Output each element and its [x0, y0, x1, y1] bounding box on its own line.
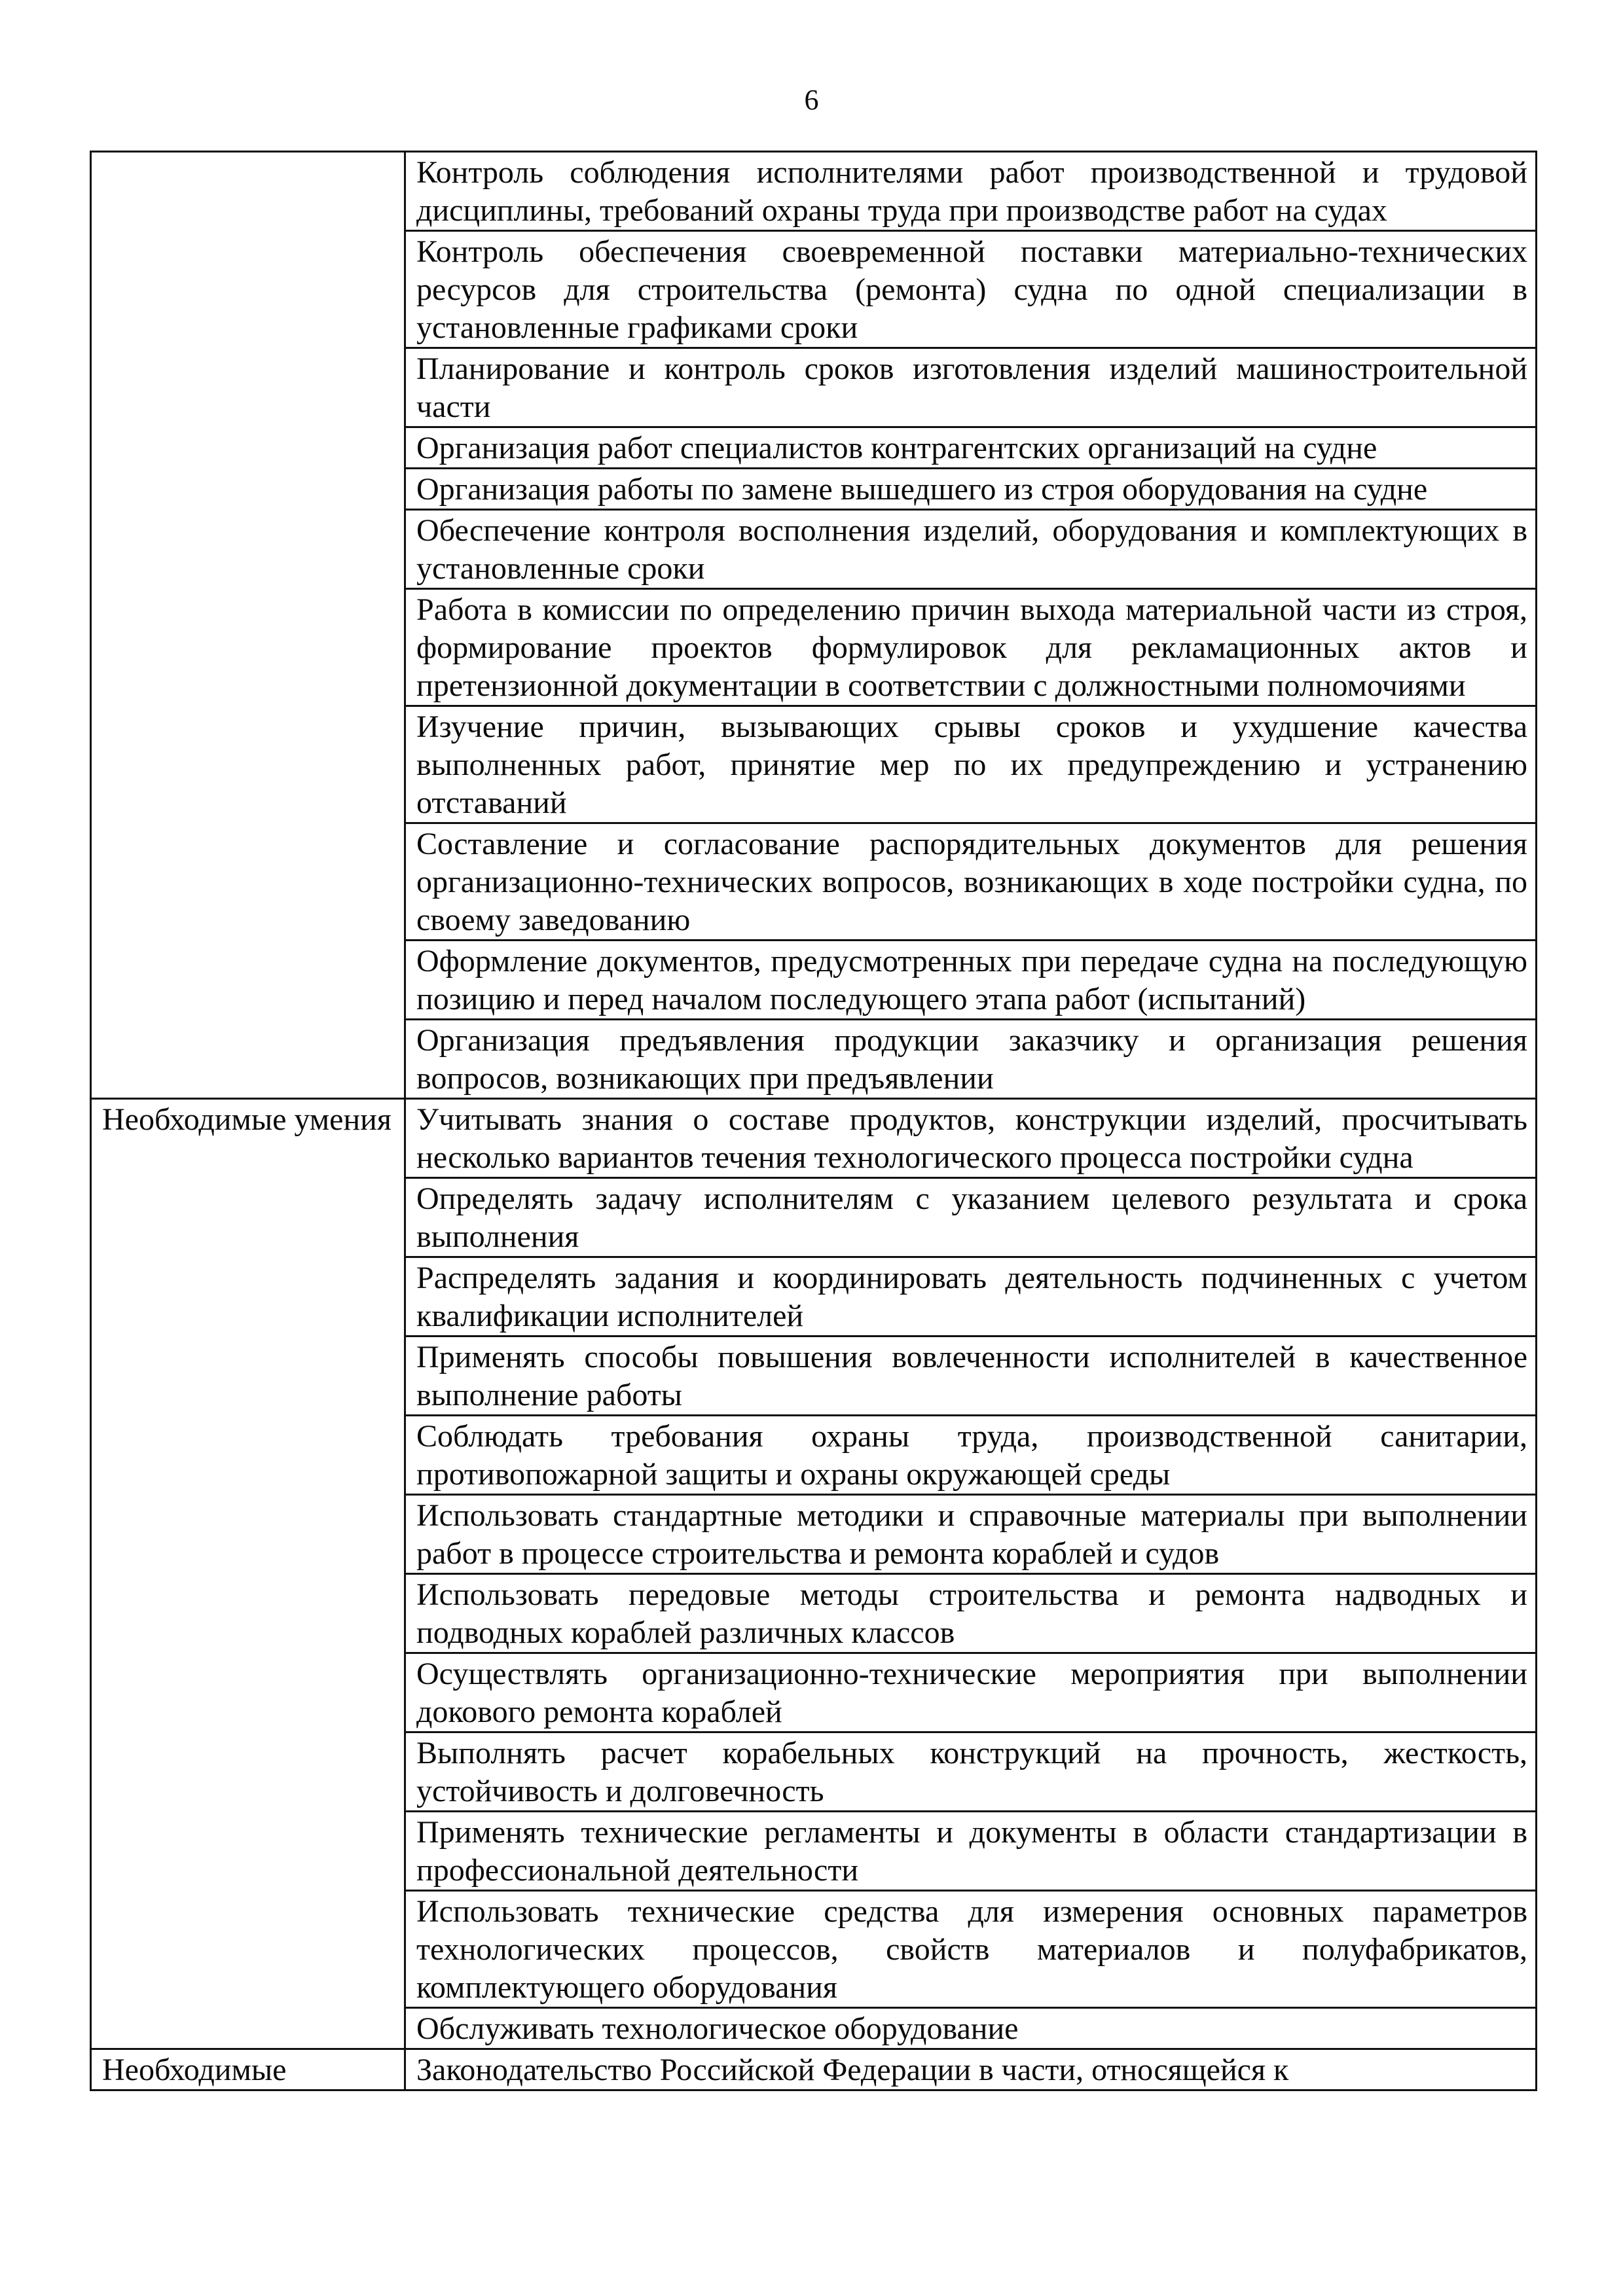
requirement-text: Осуществлять организационно-технические мероприятия при выполнении докового ремонта кораблей	[405, 1653, 1537, 1732]
requirement-text: Составление и согласование распорядительных документов для решения организационно-технических вопросов, возникающих в ходе постройки судна, по своему заведованию	[405, 823, 1537, 941]
requirement-text: Организация предъявления продукции заказчику и организация решения вопросов, возникающих при предъявлении	[405, 1020, 1537, 1099]
requirement-text: Учитывать знания о составе продуктов, конструкции изделий, просчитывать несколько вариантов течения технологического процесса постройки судна	[405, 1099, 1537, 1178]
table-row	[91, 2049, 1537, 2090]
requirement-text: Применять технические регламенты и документы в области стандартизации в профессиональной деятельности	[405, 1812, 1537, 1891]
requirement-text: Применять способы повышения вовлеченности исполнителей в качественное выполнение работы	[405, 1336, 1537, 1416]
requirement-text: Использовать стандартные методики и справочные материалы при выполнении работ в процессе строительства и ремонта кораблей и судов	[405, 1495, 1537, 1574]
requirement-text: Использовать технические средства для измерения основных параметров технологических процессов, свойств материалов и полуфабрикатов, комплектующего оборудования	[405, 1891, 1537, 2008]
requirement-text: Выполнять расчет корабельных конструкций на прочность, жесткость, устойчивость и долговечность	[405, 1732, 1537, 1812]
requirement-text: Изучение причин, вызывающих срывы сроков и ухудшение качества выполненных работ, принятие мер по их предупреждению и устранению отставаний	[405, 706, 1537, 823]
section-label-empty	[91, 152, 405, 1099]
requirement-text: Обеспечение контроля восполнения изделий, оборудования и комплектующих в установленные сроки	[405, 510, 1537, 589]
requirement-text: Оформление документов, предусмотренных при передаче судна на последующую позицию и перед началом последующего этапа работ (испытаний)	[405, 941, 1537, 1020]
requirement-text: Контроль соблюдения исполнителями работ производственной и трудовой дисциплины, требований охраны труда при производстве работ на судах	[405, 152, 1537, 231]
requirement-text: Соблюдать требования охраны труда, производственной санитарии, противопожарной защиты и охраны окружающей среды	[405, 1416, 1537, 1495]
table-row	[91, 1099, 1537, 1178]
requirement-text: Использовать передовые методы строительства и ремонта надводных и подводных кораблей различных классов	[405, 1574, 1537, 1653]
table-row	[91, 152, 1537, 231]
requirement-text: Контроль обеспечения своевременной поставки материально-технических ресурсов для строительства (ремонта) судна по одной специализации в установленные графиками сроки	[405, 231, 1537, 348]
requirement-text: Планирование и контроль сроков изготовления изделий машиностроительной части	[405, 348, 1537, 427]
requirement-text: Законодательство Российской Федерации в части, относящейся к	[405, 2049, 1537, 2090]
requirement-text: Определять задачу исполнителям с указанием целевого результата и срока выполнения	[405, 1178, 1537, 1257]
section-label-knowledge: Необходимые	[91, 2049, 405, 2090]
requirement-text: Работа в комиссии по определению причин выхода материальной части из строя, формирование проектов формулировок для рекламационных актов и претензионной документации в соответствии с должностными полномочиями	[405, 589, 1537, 706]
section-label-skills: Необходимые умения	[91, 1099, 405, 2049]
requirement-text: Распределять задания и координировать деятельность подчиненных с учетом квалификации исполнителей	[405, 1257, 1537, 1336]
requirement-text: Обслуживать технологическое оборудование	[405, 2008, 1537, 2049]
requirement-text: Организация работ специалистов контрагентских организаций на судне	[405, 427, 1537, 469]
requirement-text: Организация работы по замене вышедшего из строя оборудования на судне	[405, 469, 1537, 510]
competency-table	[90, 151, 1537, 2091]
page-number: 6	[804, 84, 819, 116]
